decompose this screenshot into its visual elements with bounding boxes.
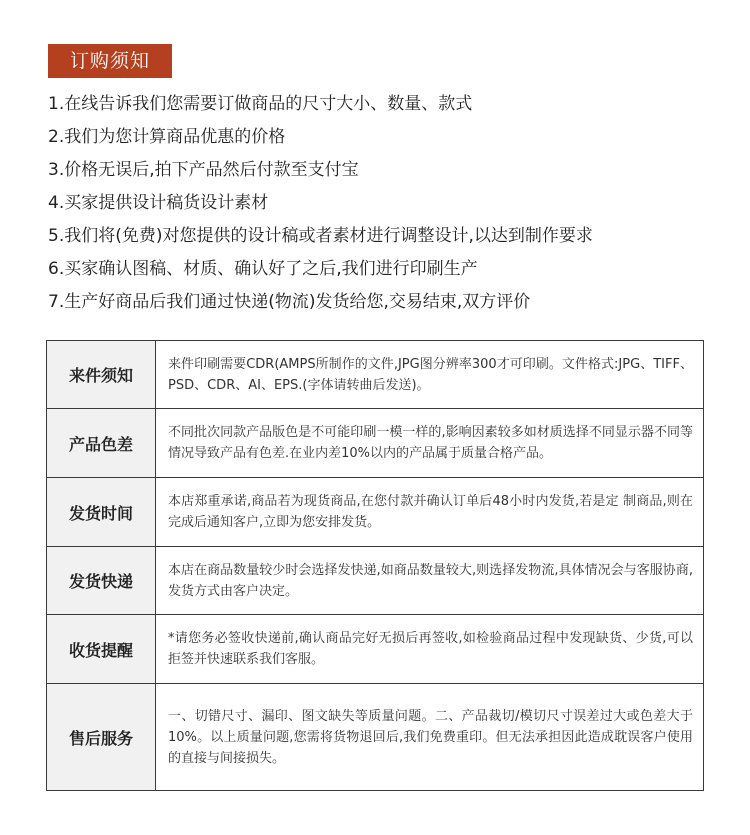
step-item: 2.我们为您计算商品优惠的价格 (48, 127, 286, 147)
row-text: 本店郑重承诺,商品若为现货商品,在您付款并确认订单后48小时内发货,若是定 制商品,则在完成后通知客户,立即为您安排发货。 (156, 478, 704, 547)
table-row (47, 615, 704, 684)
row-label: 发货快递 (47, 547, 156, 615)
notice-table (46, 340, 704, 791)
row-text: 一、切错尺寸、漏印、图文缺失等质量问题。二、产品裁切/模切尺寸误差过大或色差大于10%。以上质量问题,您需将货物退回后,我们免费重印。但无法承担因此造成耽误客户使用的直接与间接损失。 (156, 684, 704, 791)
table-row (47, 684, 704, 791)
step-item: 6.买家确认图稿、材质、确认好了之后,我们进行印刷生产 (48, 259, 478, 279)
order-steps-list (48, 88, 738, 319)
row-text: 来件印刷需要CDR(AMPS所制作的文件,JPG图分辨率300才可印刷。文件格式:JPG、TIFF、PSD、CDR、AI、EPS.(字体请转曲后发送)。 (156, 341, 704, 409)
step-item: 7.生产好商品后我们通过快递(物流)发货给您,交易结束,双方评价 (48, 292, 531, 312)
table-row (47, 547, 704, 615)
step-item: 5.我们将(免费)对您提供的设计稿或者素材进行调整设计,以达到制作要求 (48, 226, 593, 246)
step-item: 1.在线告诉我们您需要订做商品的尺寸大小、数量、款式 (48, 94, 473, 114)
step-item: 4.买家提供设计稿货设计素材 (48, 193, 269, 213)
row-label: 售后服务 (47, 684, 156, 791)
row-label: 来件须知 (47, 341, 156, 409)
table-row (47, 478, 704, 547)
row-label: 发货时间 (47, 478, 156, 547)
step-item: 3.价格无误后,拍下产品然后付款至支付宝 (48, 160, 359, 180)
row-label: 产品色差 (47, 409, 156, 478)
table-row (47, 409, 704, 478)
row-text: 不同批次同款产品版色是不可能印刷一模一样的,影响因素较多如材质选择不同显示器不同等情况导致产品有色差.在业内差10%以内的产品属于质量合格产品。 (156, 409, 704, 478)
row-label: 收货提醒 (47, 615, 156, 684)
section-title: 订购须知 (48, 44, 172, 78)
row-text: *请您务必签收快递前,确认商品完好无损后再签收,如检验商品过程中发现缺货、少货,可以拒签并快速联系我们客服。 (156, 615, 704, 684)
row-text: 本店在商品数量较少时会选择发快递,如商品数量较大,则选择发物流,具体情况会与客服协商,发货方式由客户决定。 (156, 547, 704, 615)
table-row (47, 341, 704, 409)
